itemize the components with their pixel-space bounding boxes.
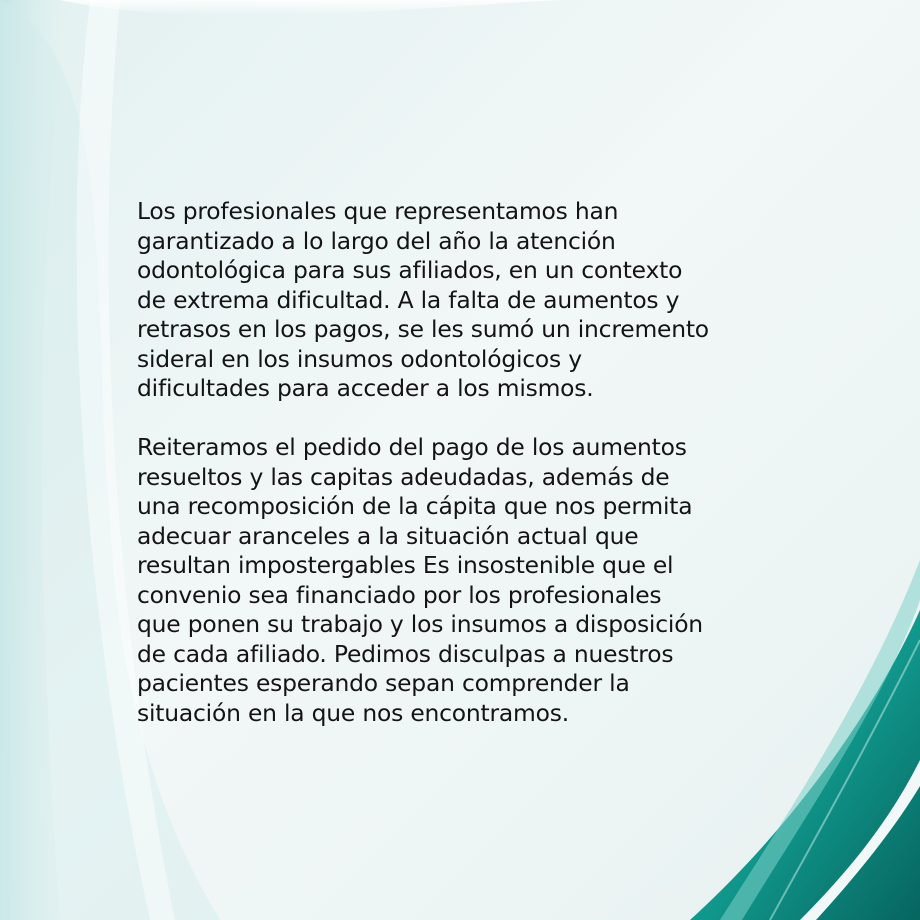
- paragraph-1: Los profesionales que representamos han garantizado a lo largo del año la atención odontológica para sus afiliados, en un contexto de extrema dificultad. A la falta de aumentos y retrasos en los pagos, se les sumó un incremento sideral en los insumos odontológicos y dificultades para acceder a los mismos.: [137, 197, 709, 402]
- announcement-text: [137, 197, 797, 728]
- paragraph-2: Reiteramos el pedido del pago de los aumentos resueltos y las capitas adeudadas, además de una recomposición de la cápita que nos permita adecuar aranceles a la situación actual que resultan impostergables Es insostenible que el convenio sea financiado por los profesionales que ponen su trabajo y los insumos a disposición de cada afiliado. Pedimos disculpas a nuestros pacientes esperando sepan comprender la situación en la que nos encontramos.: [137, 433, 703, 727]
